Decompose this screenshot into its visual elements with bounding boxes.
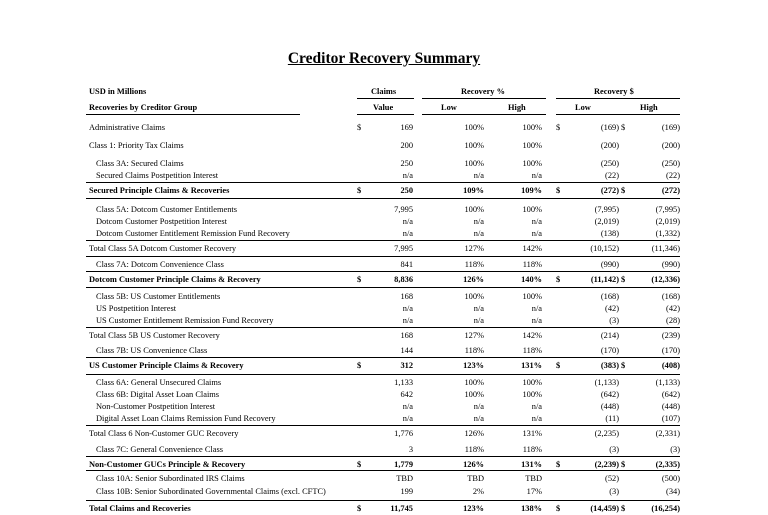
table-row [0,428,768,440]
cell-label: Dotcom Customer Postpetition Interest [96,217,227,226]
cell-high: 131% [522,429,542,438]
cell-rlow: (250) [600,159,619,168]
cell-low: TBD [467,474,484,483]
cell-rhigh: (642) [661,390,680,399]
cell-label: Secured Claims Postpetition Interest [96,171,219,180]
cell-rhigh: (42) [666,304,680,313]
cell-rlow: (168) [600,292,619,301]
cell-high: 118% [522,445,542,454]
cell-value: 200 [400,141,413,150]
cell-value: 1,133 [394,378,413,387]
recovery-usd-header: Recovery $ [594,87,634,96]
claims-header: Claims [371,87,397,96]
cell-sym2: $ [556,123,561,132]
cell-value: 642 [400,390,413,399]
cell-label: Class 5A: Dotcom Customer Entitlements [96,205,237,214]
cell-label: Class 6B: Digital Asset Loan Claims [96,390,220,399]
cell-high: 100% [522,378,542,387]
cell-label: Class 7B: US Convenience Class [96,346,208,355]
cell-rlow: (448) [600,402,619,411]
table-row [0,389,768,401]
cell-label: Class 7C: General Convenience Class [96,445,223,454]
cell-rlow: (3) [609,487,619,496]
cell-value: 841 [400,260,413,269]
cell-rhigh: (990) [661,260,680,269]
cell-value: 199 [400,487,413,496]
table-row [0,140,768,152]
row-separator [86,456,680,457]
cell-value: 1,779 [394,460,413,469]
table-row [0,360,768,372]
cell-label: Class 5B: US Customer Entitlements [96,292,221,301]
row-separator [86,425,680,426]
cell-low: 100% [464,123,484,132]
row-separator [86,287,680,288]
cell-low: 100% [464,141,484,150]
table-row [0,274,768,286]
cell-low: 100% [464,390,484,399]
cell-rhigh: (3) [670,445,680,454]
cell-sym2: $ [556,361,561,370]
cell-value: 250 [400,159,413,168]
pct-subheader-rule [422,114,546,115]
cell-sym3: $ [621,186,626,195]
cell-value: 8,836 [394,275,413,284]
cell-rlow: (52) [605,474,619,483]
cell-value: 168 [400,292,413,301]
cell-high: 138% [521,504,542,513]
cell-rhigh: (12,336) [651,275,680,284]
cell-label: Total Class 6 Non-Customer GUC Recovery [89,429,239,438]
cell-high: 100% [522,205,542,214]
cell-sym1: $ [357,361,362,370]
cell-sym2: $ [556,460,561,469]
cell-low: n/a [473,414,484,423]
units-label: USD in Millions [89,87,147,96]
cell-sym3: $ [621,361,626,370]
cell-sym1: $ [357,186,362,195]
cell-rlow: (169) [600,123,619,132]
cell-rlow: (642) [600,390,619,399]
table-row [0,503,768,515]
row-separator [86,357,680,358]
table-row [0,228,768,240]
table-row [0,158,768,170]
cell-value: 7,995 [394,205,413,214]
recovery-usd-header-rule [556,98,680,99]
cell-value: 144 [400,346,413,355]
table-row [0,486,768,498]
cell-high: n/a [531,304,542,313]
row-separator [86,271,680,272]
table-row [0,413,768,425]
cell-value: 11,745 [390,504,413,513]
cell-low: 127% [464,331,484,340]
table-row [0,243,768,255]
cell-label: Class 6A: General Unsecured Claims [96,378,222,387]
cell-rhigh: (239) [661,331,680,340]
cell-rlow: (2,019) [594,217,619,226]
cell-rlow: (272) [600,186,619,195]
cell-low: 123% [463,361,484,370]
row-separator [86,198,680,199]
cell-rlow: (3) [609,445,619,454]
table-row [0,216,768,228]
cell-rlow: (214) [600,331,619,340]
cell-high: n/a [531,229,542,238]
cell-low: 109% [463,186,484,195]
cell-value: n/a [402,217,413,226]
table-row [0,291,768,303]
cell-label: Class 7A: Dotcom Convenience Class [96,260,224,269]
cell-low: 126% [463,275,484,284]
table-row [0,330,768,342]
row-separator [86,470,680,471]
cell-rlow: (14,459) [590,504,619,513]
table-row [0,170,768,182]
cell-rhigh: (7,995) [655,205,680,214]
cell-label: Non-Customer GUCs Principle & Recovery [89,460,246,469]
cell-rlow: (11) [605,414,619,423]
cell-rhigh: (2,331) [655,429,680,438]
cell-label: US Postpetition Interest [96,304,177,313]
cell-value: 169 [400,123,413,132]
cell-rhigh: (28) [666,316,680,325]
cell-rlow: (2,239) [594,460,619,469]
group-label: Recoveries by Creditor Group [89,103,198,112]
cell-high: n/a [531,316,542,325]
cell-high: 100% [522,292,542,301]
cell-sym3: $ [621,275,626,284]
cell-low: 100% [464,205,484,214]
cell-value: n/a [402,414,413,423]
cell-label: Dotcom Customer Principle Claims & Recovery [89,275,261,284]
cell-rlow: (990) [600,260,619,269]
cell-low: 127% [464,244,484,253]
cell-rhigh: (448) [661,402,680,411]
cell-low: 126% [464,429,484,438]
table-row [0,345,768,357]
cell-rhigh: (34) [666,487,680,496]
cell-rhigh: (107) [661,414,680,423]
recovery-pct-low-header: Low [441,103,457,112]
cell-label: Digital Asset Loan Claims Remission Fund Recovery [96,414,276,423]
cell-label: US Customer Entitlement Remission Fund Recovery [96,316,274,325]
cell-sym2: $ [556,275,561,284]
table-row [0,444,768,456]
row-separator [86,240,680,241]
table-row [0,315,768,327]
cell-value: TBD [396,474,413,483]
cell-low: n/a [473,304,484,313]
cell-rhigh: (22) [666,171,680,180]
cell-low: n/a [473,171,484,180]
page-title: Creditor Recovery Summary [287,50,481,67]
table-row [0,401,768,413]
cell-value: n/a [402,316,413,325]
cell-label: Dotcom Customer Entitlement Remission Fund Recovery [96,229,290,238]
cell-rhigh: (11,346) [651,244,680,253]
cell-label: Total Claims and Recoveries [89,504,191,513]
cell-label: Total Class 5B US Customer Recovery [89,331,220,340]
cell-high: 100% [522,159,542,168]
cell-rhigh: (272) [661,186,680,195]
cell-sym1: $ [357,123,362,132]
recovery-usd-low-header: Low [575,103,591,112]
group-header-rule [86,114,300,115]
cell-value: n/a [402,229,413,238]
cell-label: Total Class 5A Dotcom Customer Recovery [89,244,237,253]
recovery-pct-high-header: High [508,103,526,112]
cell-rlow: (42) [605,304,619,313]
cell-high: n/a [531,217,542,226]
cell-high: 17% [526,487,542,496]
cell-rhigh: (2,019) [655,217,680,226]
usd-subheader-rule [556,114,680,115]
cell-sym2: $ [556,504,561,513]
cell-rhigh: (1,133) [655,378,680,387]
cell-low: 118% [464,445,484,454]
row-separator [86,327,680,328]
row-separator [86,182,680,183]
cell-sym3: $ [621,504,626,513]
recovery-pct-header-rule [422,98,546,99]
cell-low: 100% [464,378,484,387]
cell-low: 123% [463,504,484,513]
cell-sym1: $ [357,275,362,284]
recovery-pct-header: Recovery % [461,87,505,96]
cell-high: 100% [522,141,542,150]
cell-rlow: (170) [600,346,619,355]
cell-label: Class 1: Priority Tax Claims [89,141,184,150]
cell-label: Class 3A: Secured Claims [96,159,184,168]
claims-header-rule [357,98,414,99]
cell-high: 142% [522,331,542,340]
cell-low: n/a [473,402,484,411]
cell-rlow: (200) [600,141,619,150]
cell-low: 100% [464,159,484,168]
cell-high: TBD [525,474,542,483]
cell-low: 100% [464,292,484,301]
claims-value-header: Value [373,103,394,112]
recovery-usd-high-header: High [640,103,658,112]
cell-high: n/a [531,171,542,180]
cell-rhigh: (170) [661,346,680,355]
cell-value: 312 [400,361,413,370]
table-row [0,303,768,315]
cell-rhigh: (1,332) [655,229,680,238]
cell-low: n/a [473,217,484,226]
cell-rhigh: (169) [661,123,680,132]
cell-rhigh: (408) [661,361,680,370]
cell-label: US Customer Principle Claims & Recovery [89,361,244,370]
cell-value: n/a [402,304,413,313]
cell-high: 100% [522,390,542,399]
cell-low: 2% [472,487,484,496]
cell-sym1: $ [357,504,362,513]
cell-rlow: (138) [600,229,619,238]
cell-high: n/a [531,414,542,423]
row-separator [86,256,680,257]
cell-label: Secured Principle Claims & Recoveries [89,186,230,195]
table-row [0,473,768,485]
cell-low: 118% [464,346,484,355]
cell-rlow: (3) [609,316,619,325]
table-row [0,259,768,271]
cell-rlow: (2,235) [594,429,619,438]
cell-low: n/a [473,316,484,325]
cell-high: n/a [531,402,542,411]
cell-rhigh: (2,335) [655,460,680,469]
cell-label: Non-Customer Postpetition Interest [96,402,216,411]
cell-rlow: (383) [600,361,619,370]
cell-value: n/a [402,171,413,180]
cell-value: 3 [408,445,413,454]
table-row [0,204,768,216]
cell-rhigh: (250) [661,159,680,168]
claims-subheader-rule [357,114,414,115]
table-row [0,122,768,134]
cell-label: Class 10A: Senior Subordinated IRS Claims [96,474,245,483]
cell-sym2: $ [556,186,561,195]
cell-low: 118% [464,260,484,269]
cell-high: 109% [521,186,542,195]
cell-value: n/a [402,402,413,411]
cell-rlow: (1,133) [594,378,619,387]
cell-rlow: (10,152) [590,244,619,253]
cell-sym1: $ [357,460,362,469]
cell-rlow: (22) [605,171,619,180]
row-separator [86,500,680,501]
cell-rlow: (11,142) [590,275,619,284]
cell-value: 250 [400,186,413,195]
cell-high: 131% [521,460,542,469]
cell-label: Administrative Claims [89,123,166,132]
cell-sym3: $ [621,123,626,132]
cell-high: 140% [521,275,542,284]
cell-value: 168 [400,331,413,340]
cell-high: 118% [522,346,542,355]
cell-high: 100% [522,123,542,132]
cell-low: n/a [473,229,484,238]
cell-rhigh: (16,254) [651,504,680,513]
cell-high: 142% [522,244,542,253]
cell-high: 118% [522,260,542,269]
cell-low: 126% [463,460,484,469]
table-row [0,185,768,197]
cell-value: 1,776 [394,429,413,438]
cell-sym3: $ [621,460,626,469]
cell-rhigh: (200) [661,141,680,150]
cell-rhigh: (500) [661,474,680,483]
cell-label: Class 10B: Senior Subordinated Governmental Claims (excl. CFTC) [96,487,326,496]
table-row [0,377,768,389]
cell-high: 131% [521,361,542,370]
cell-rhigh: (168) [661,292,680,301]
cell-rlow: (7,995) [594,205,619,214]
row-separator [86,374,680,375]
cell-value: 7,995 [394,244,413,253]
